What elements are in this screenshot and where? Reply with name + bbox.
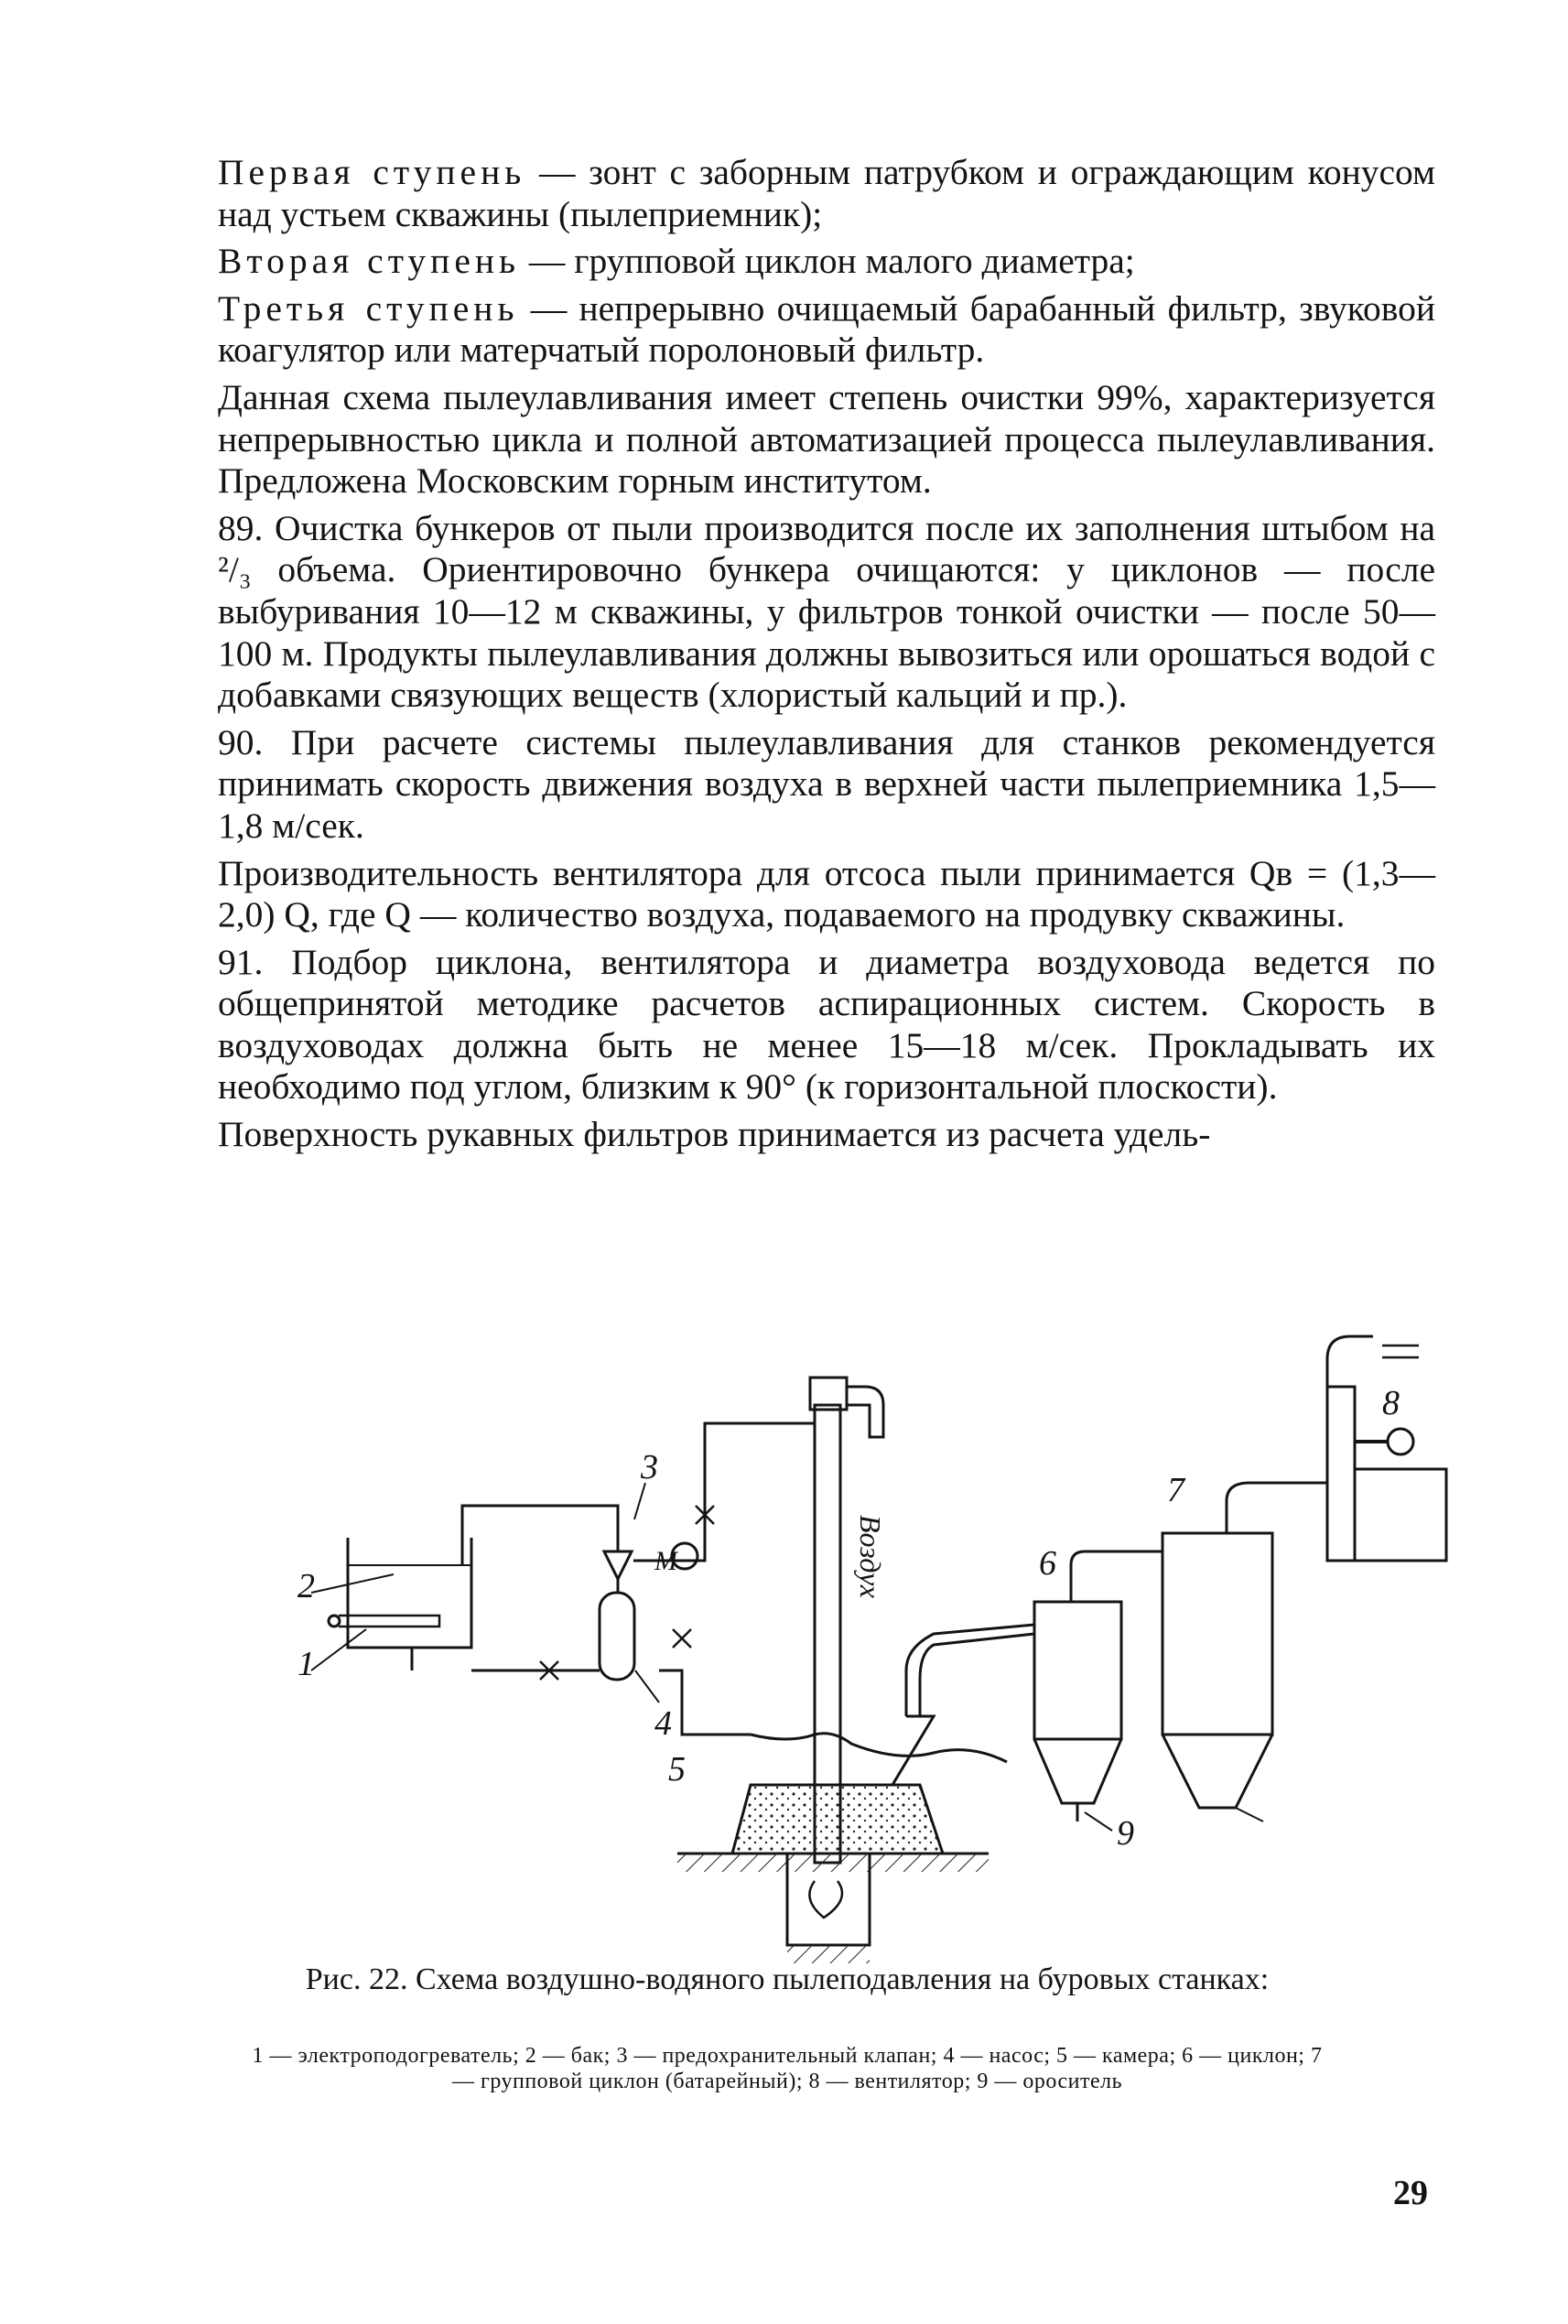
page-number: 29	[1393, 2174, 1428, 2212]
paragraph	[218, 508, 1435, 717]
paragraph-text: 89. Очистка бункеров от пыли производится после их заполнения штыбом на ²/₃ объема. Ориентировочно бункера очищаются: у циклонов — после выбуривания 10—12 м скважины, у фильтров тонкой очистки — после 50—100 м. Продукты пылеулавливания должны вывозиться или орошаться водой с добавками связующих веществ (хлористый кальций и пр.).	[218, 507, 1435, 716]
paragraph-text: 90. При расчете системы пылеулавливания для станков рекомендуется принимать скорость движения воздуха в верхней части пылеприемника 1,5—1,8 м/сек.	[218, 721, 1435, 846]
paragraph	[218, 853, 1435, 936]
paragraph	[218, 377, 1435, 503]
label-3: 3	[641, 1448, 658, 1486]
paragraph	[218, 152, 1435, 235]
label-1: 1	[297, 1645, 315, 1683]
paragraph	[218, 722, 1435, 848]
paragraph	[218, 288, 1435, 372]
body-text	[218, 152, 1435, 1162]
label-6: 6	[1039, 1544, 1056, 1583]
paragraph-lead: Третья ступень	[218, 287, 519, 329]
air-label: Воздух	[854, 1515, 887, 1598]
label-4: 4	[654, 1704, 672, 1743]
figure-legend: 1 — электроподогреватель; 2 — бак; 3 — предохранительный клапан; 4 — насос; 5 — камера; 6 — циклон; 7 — групповой циклон (батарейный); 8 — вентилятор; 9 — ороситель	[252, 2044, 1323, 2093]
paragraph-lead: Первая ступень	[218, 152, 526, 192]
paragraph-text: Данная схема пылеулавливания имеет степень очистки 99%, характеризуется непрерывностью цикла и полной автоматизацией процесса пылеулавливания. Предложена Московским горным институтом.	[218, 376, 1435, 502]
paragraph-lead: Вторая ступень	[218, 241, 521, 282]
pump	[600, 1593, 634, 1680]
label-5: 5	[668, 1750, 686, 1789]
paragraph-text: Поверхность рукавных фильтров принимается из расчета удель-	[218, 1114, 1211, 1155]
label-9: 9	[1117, 1814, 1134, 1853]
paragraph-text: Производительность вентилятора для отсоса пыли принимается Qв = (1,3—2,0) Q, где Q — количество воздуха, подаваемого на продувку скважины.	[218, 852, 1435, 935]
figure-labels	[297, 1384, 1400, 1853]
figure-caption: Рис. 22. Схема воздушно-водяного пылеподавления на буровых станках:	[305, 1962, 1270, 1996]
paragraph-text: 91. Подбор циклона, вентилятора и диаметра воздуховода ведется по общепринятой методике расчетов аспирационных систем. Скорость в воздуховодах должна быть не менее 15—18 м/сек. Прокладывать их необходимо под углом, близким к 90° (к горизонтальной плоскости).	[218, 941, 1435, 1108]
paragraph-text: — групповой циклон малого диаметра;	[520, 241, 1135, 282]
paragraph-text: — зонт с заборным патрубком и ограждающим конусом над устьем скважины (пылеприемник);	[218, 152, 1435, 234]
label-2: 2	[297, 1567, 315, 1605]
tank	[311, 1538, 471, 1670]
fan	[1327, 1336, 1446, 1561]
group-cyclone	[1162, 1483, 1327, 1821]
label-7: 7	[1167, 1471, 1184, 1509]
paragraph	[218, 241, 1435, 283]
label-m: М	[654, 1546, 677, 1576]
paragraph	[218, 1114, 1435, 1156]
paragraph	[218, 942, 1435, 1108]
cyclone	[1034, 1551, 1162, 1831]
paragraph-text: — непрерывно очищаемый барабанный фильтр, звуковой коагулятор или матерчатый поролоновый фильтр.	[218, 287, 1436, 371]
dust-suppression-diagram	[275, 1286, 1400, 1945]
label-8: 8	[1382, 1384, 1400, 1422]
